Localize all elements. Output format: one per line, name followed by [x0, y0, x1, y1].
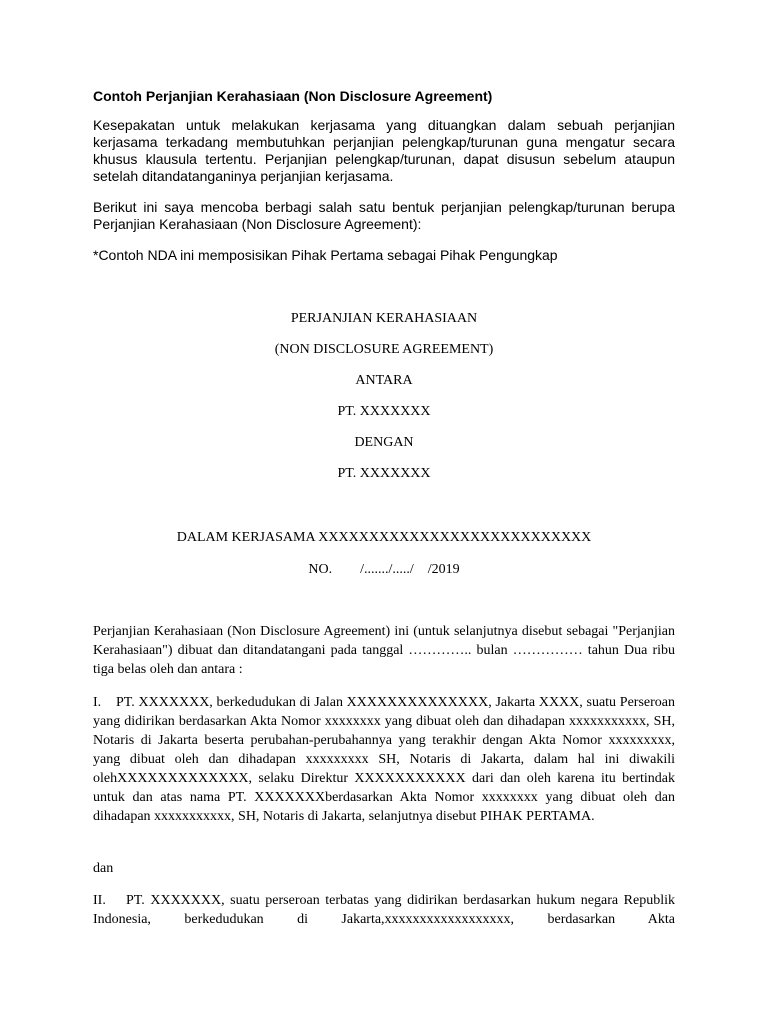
heading-party-1: PT. XXXXXXX: [337, 404, 431, 419]
intro-note: *Contoh NDA ini memposisikan Pihak Pertama sebagai Pihak Pengungkap: [93, 247, 558, 263]
heading-between: ANTARA: [355, 373, 413, 388]
conjunction-and: dan: [93, 861, 114, 876]
heading-party-2: PT. XXXXXXX: [337, 466, 431, 481]
party-1-number: I.: [93, 695, 102, 710]
agreement-number: NO. /......./...../ /2019: [308, 562, 460, 577]
intro-paragraph-2: Berikut ini saya mencoba berbagi salah satu bentuk perjanjian pelengkap/turunan berupa Perjanjian Kerahasiaan (Non Disclosure Agreement):: [93, 199, 675, 232]
party-2-paragraph: PT. XXXXXXX, suatu perseroan terbatas yang didirikan berdasarkan hukum negara Republik Indonesia, berkedudukan di Jakarta,xxxxxxxxxxxxxxxxxx, berdasarkan Akta: [93, 893, 675, 927]
intro-paragraph-1: Kesepakatan untuk melakukan kerjasama yang dituangkan dalam sebuah perjanjian kerjasama terkadang membutuhkan perjanjian pelengkap/turunan guna mengatur secara khusus klausula tertentu. Perjanjian pelengkap/turunan, dapat disusun sebelum ataupun setelah ditandatanganinya perjanjian kerjasama.: [93, 117, 675, 184]
party-2-number: II.: [93, 893, 106, 908]
intro-title: Contoh Perjanjian Kerahasiaan (Non Disclosure Agreement): [93, 88, 493, 104]
party-1-paragraph: PT. XXXXXXX, berkedudukan di Jalan XXXXXXXXXXXXXX, Jakarta XXXX, suatu Perseroan yang didirikan berdasarkan Akta Nomor xxxxxxxx yang dibuat oleh dan dihadapan xxxxxxxxxxx, SH, Notaris di Jakarta beserta perubahan-perubahannya yang terakhir dengan Akta Nomor xxxxxxxxx, yang dibuat oleh dan dihadapan xxxxxxxxx SH, Notaris di Jakarta, dalam hal ini diwakili olehXXXXXXXXXXXXX, selaku Direktur XXXXXXXXXXX dari dan oleh karena itu bertindak untuk dan atas nama PT. XXXXXXXberdasarkan Akta Nomor xxxxxxxx yang dibuat oleh dan dihadapan xxxxxxxxxxx, SH, Notaris di Jakarta, selanjutnya disebut PIHAK PERTAMA.: [93, 695, 675, 824]
heading-with: DENGAN: [354, 435, 414, 450]
opening-paragraph: Perjanjian Kerahasiaan (Non Disclosure Agreement) ini (untuk selanjutnya disebut sebagai "Perjanjian Kerahasiaan") dibuat dan ditandatangani pada tanggal ………….. bulan …………… tahun Dua ribu tiga belas oleh dan antara :: [93, 624, 675, 677]
heading-cooperation: DALAM KERJASAMA XXXXXXXXXXXXXXXXXXXXXXXXXXX: [176, 530, 592, 545]
heading-subtitle: (NON DISCLOSURE AGREEMENT): [274, 342, 494, 357]
heading-title: PERJANJIAN KERAHASIAAN: [290, 311, 478, 326]
